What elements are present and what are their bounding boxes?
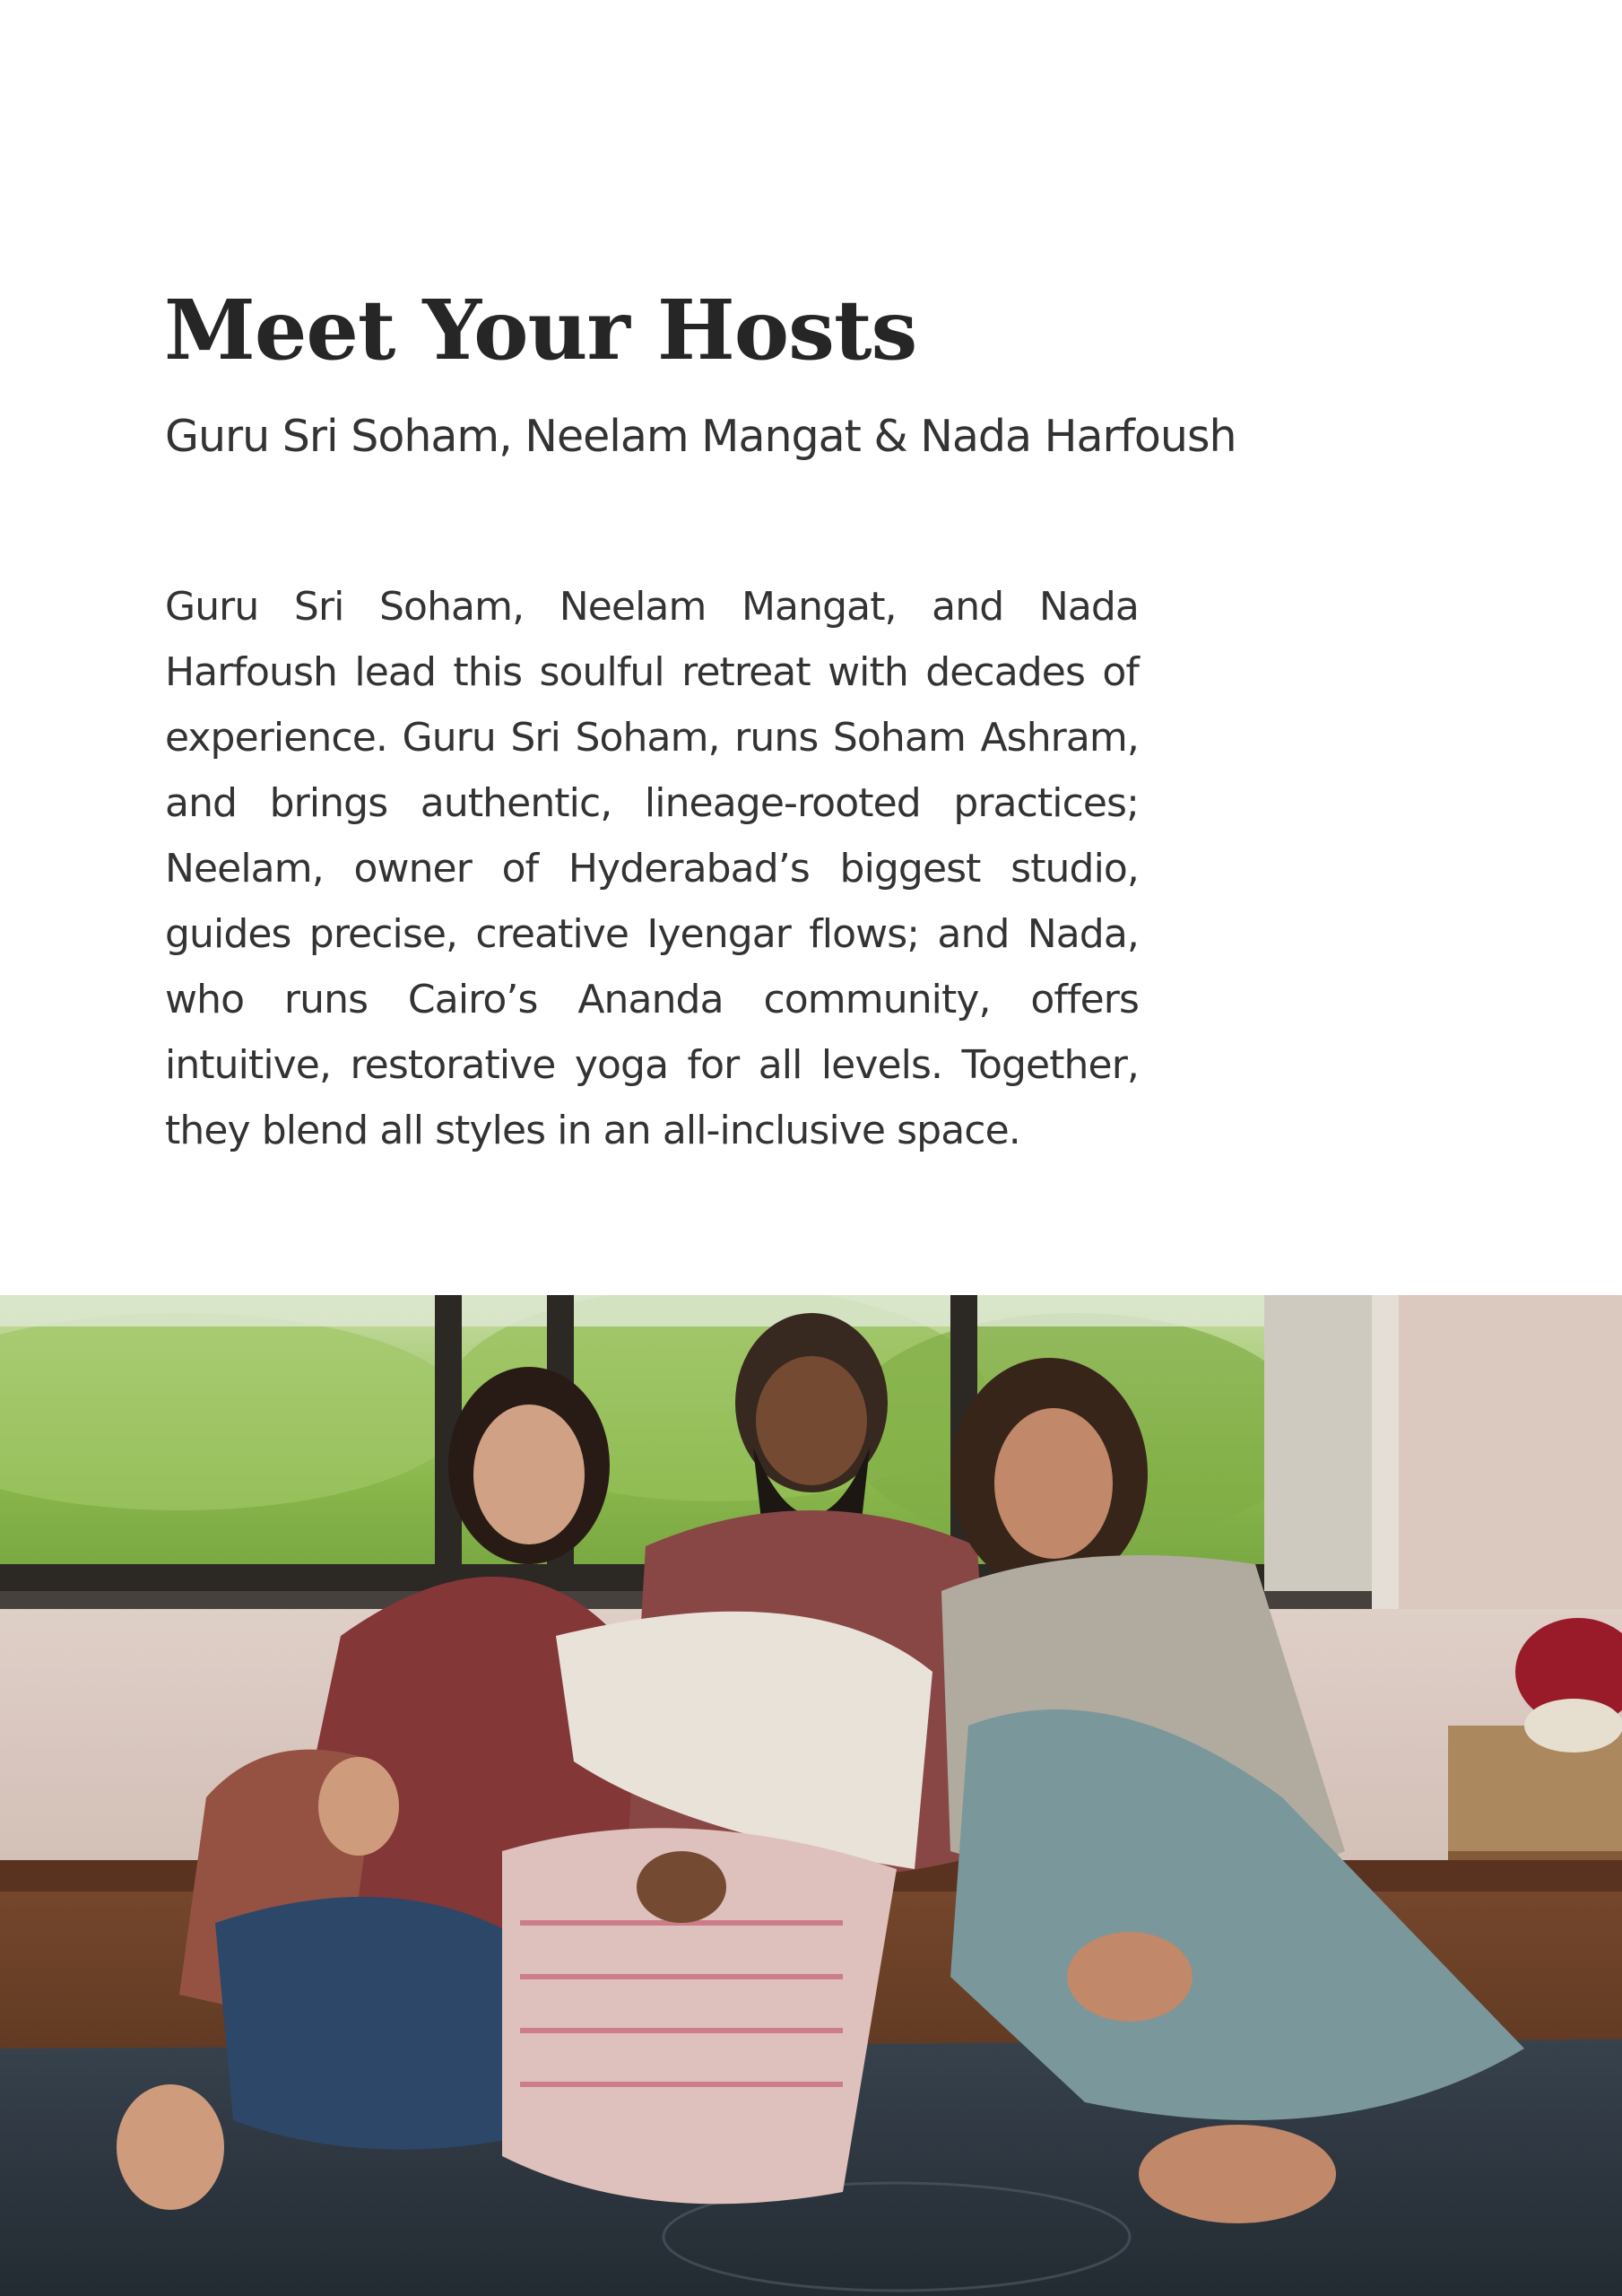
page-title: Meet Your Hosts <box>164 282 917 378</box>
hosts-description: Guru Sri Soham, Neelam Mangat, and Nada Harfoush lead this soulful retreat with decades of experience. Guru Sri Soham, runs Soham Ashram, and brings authentic, lineage-rooted practices; Neelam, owner of Hyderabad’s biggest studio, guides precise, creative Iyengar flows; and Nada, who runs Cairo’s Ananda community, offers intuitive, restorative yoga for all levels. Together, they blend all styles in an all-inclusive space. <box>165 584 1139 1153</box>
hosts-photo <box>0 1295 1622 2296</box>
hosts-subtitle: Guru Sri Soham, Neelam Mangat & Nada Harfoush <box>165 411 1236 462</box>
